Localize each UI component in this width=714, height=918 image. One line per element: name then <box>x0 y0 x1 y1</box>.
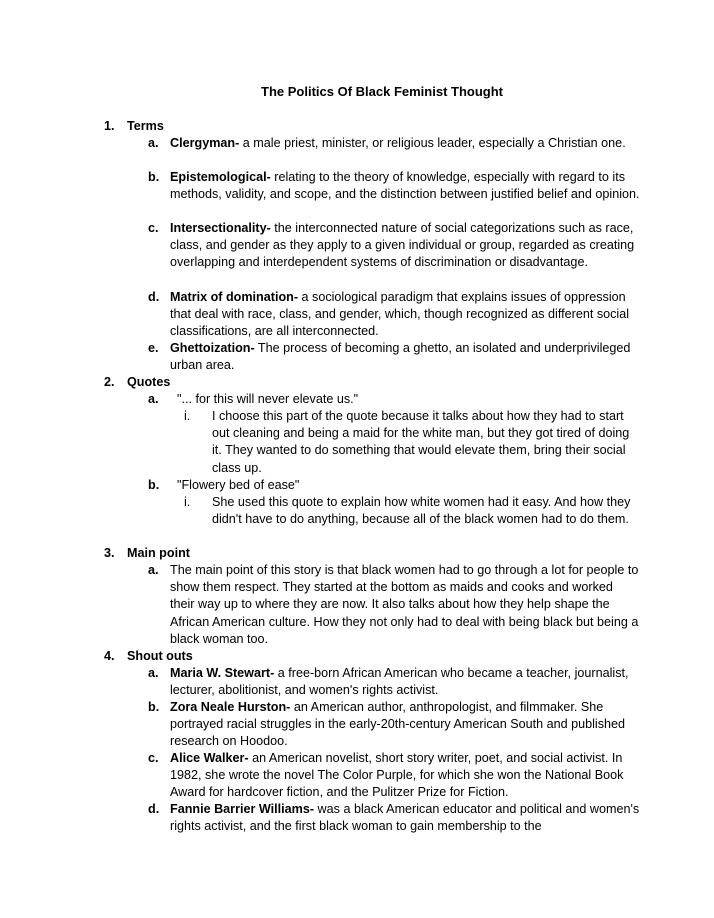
term-definition: relating to the theory of knowledge, especially with regard to its methods, validity, and scope, and the distinction between justified belief and opinion. <box>170 170 640 202</box>
list-item <box>148 750 640 802</box>
list-item <box>148 699 640 751</box>
item-marker: b. <box>148 170 160 184</box>
sub-item-marker: i. <box>184 409 191 423</box>
term-definition: The process of becoming a ghetto, an isolated and underprivileged urban area. <box>170 341 631 373</box>
section-number: 2. <box>104 375 115 389</box>
list-item <box>148 391 640 408</box>
section-number: 1. <box>104 119 115 133</box>
list-item <box>148 801 640 835</box>
section-heading: Quotes <box>127 375 171 389</box>
item-marker: d. <box>148 802 160 816</box>
item-marker: d. <box>148 290 160 304</box>
quote-text: "Flowery bed of ease" <box>170 478 300 492</box>
list-item <box>148 340 640 374</box>
item-marker: c. <box>148 751 159 765</box>
term-label: Matrix of domination- <box>170 290 299 304</box>
item-marker: b. <box>148 478 160 492</box>
person-description: a free-born African American who became a teacher, journalist, lecturer, abolitionist, and women's rights activist. <box>170 666 629 698</box>
document-title: The Politics Of Black Feminist Thought <box>261 84 503 99</box>
section-heading: Shout outs <box>127 649 193 663</box>
person-name: Zora Neale Hurston- <box>170 700 291 714</box>
sub-list-item <box>184 408 642 477</box>
quote-text: "... for this will never elevate us." <box>170 392 359 406</box>
term-label: Intersectionality- <box>170 221 271 235</box>
term-definition: a male priest, minister, or religious leader, especially a Christian one. <box>239 136 626 150</box>
item-marker: a. <box>148 136 159 150</box>
section-heading: Main point <box>127 546 190 560</box>
section-heading: Terms <box>127 119 164 133</box>
item-marker: b. <box>148 700 160 714</box>
item-marker: e. <box>148 341 159 355</box>
term-label: Epistemological- <box>170 170 271 184</box>
person-description: was a black American educator and political and women's rights activist, and the first black woman to gain membership to the <box>170 802 640 834</box>
sub-item-text: I choose this part of the quote because it talks about how they had to start out cleaning and being a maid for the white man, but they got tired of doing it. They wanted to do something that would elevate them, bring their social class up. <box>212 409 630 475</box>
list-item <box>148 562 640 648</box>
sub-item-text: She used this quote to explain how white women had it easy. And how they didn't have to do anything, because all of the black women had to do them. <box>212 495 631 527</box>
sub-list-item <box>184 494 642 528</box>
list-item <box>148 665 640 699</box>
item-marker: c. <box>148 221 159 235</box>
person-description: an American author, anthropologist, and filmmaker. She portrayed racial struggles in the early-20th-century American South and published research on Hoodoo. <box>170 700 626 749</box>
term-label: Clergyman- <box>170 136 240 150</box>
person-name: Maria W. Stewart- <box>170 666 275 680</box>
list-item <box>148 135 640 152</box>
person-description: an American novelist, short story writer, poet, and social activist. In 1982, she wrote the novel The Color Purple, for which she won the National Book Award for hardcover fiction, and the Pulitzer Prize for Fiction. <box>170 751 624 800</box>
list-item <box>148 220 640 272</box>
list-item <box>148 169 640 203</box>
sub-item-marker: i. <box>184 495 191 509</box>
person-name: Alice Walker- <box>170 751 249 765</box>
item-marker: a. <box>148 563 159 577</box>
item-marker: a. <box>148 666 159 680</box>
person-name: Fannie Barrier Williams- <box>170 802 315 816</box>
term-label: Ghettoization- <box>170 341 255 355</box>
term-definition: a sociological paradigm that explains issues of oppression that deal with race, class, and gender, which, though recognized as different social classifications, are all interconnected. <box>170 290 630 339</box>
section-number: 4. <box>104 649 115 663</box>
section-number: 3. <box>104 546 115 560</box>
list-item <box>148 289 640 341</box>
main-point-text: The main point of this story is that black women had to go through a lot for people to show them respect. They started at the bottom as maids and cooks and worked their way up to where they are now. It also talks about how they help shape the African American culture. How they not only had to deal with being black but being a black woman too. <box>170 563 639 646</box>
item-marker: a. <box>148 392 159 406</box>
term-definition: the interconnected nature of social categorizations such as race, class, and gender as they apply to a given individual or group, regarded as creating overlapping and interdependent systems of discrimination or disadvantage. <box>170 221 635 270</box>
list-item <box>148 477 640 494</box>
